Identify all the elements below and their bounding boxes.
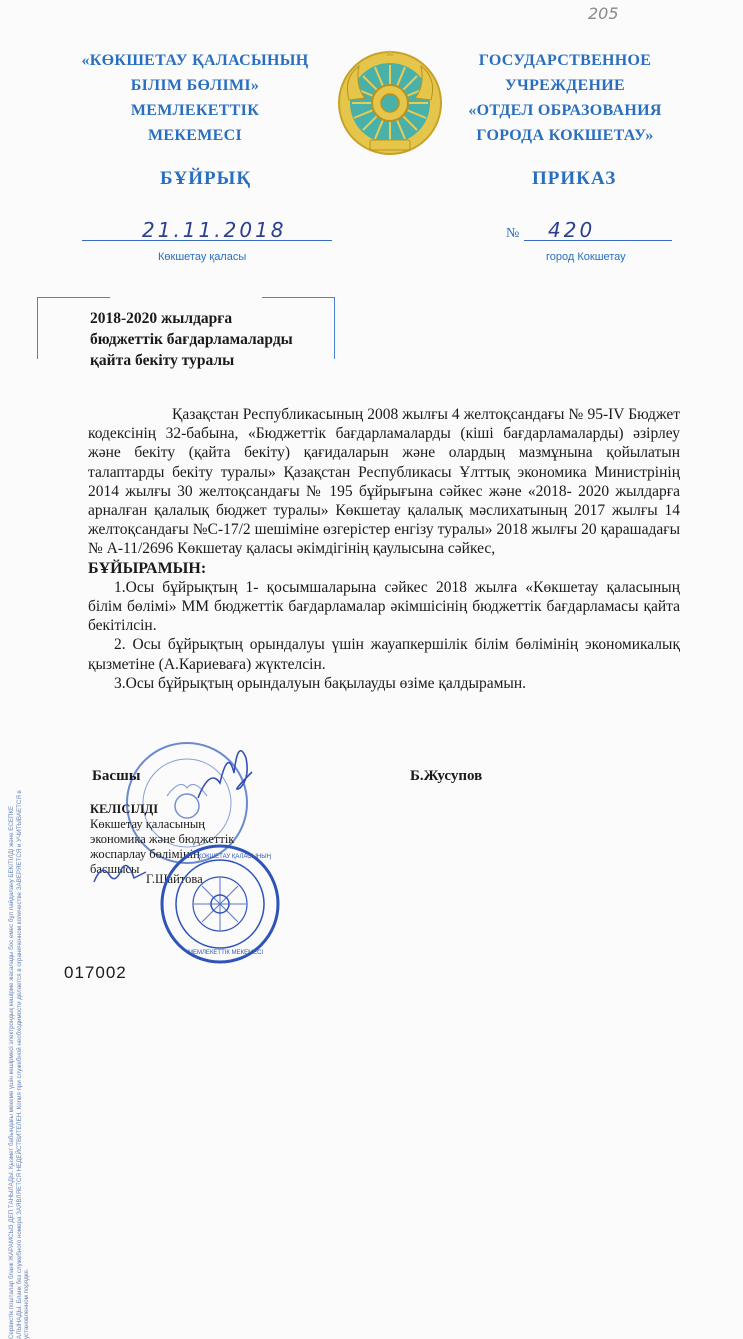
subject-bracket-right-side (334, 297, 335, 359)
signer-role: Басшы (92, 768, 141, 784)
director-signature (190, 728, 260, 808)
corner-note: 205 (588, 4, 619, 23)
signer-name: Б.Жусупов (410, 768, 483, 784)
order-body (88, 405, 680, 693)
side-legal-note: Сервистік пошталар бланк ЖАРАМСЫЗ ДЕП ТАНЫЛАДЫ. Қызмет бабындағы мекеме үшін көшірмесі электрондық көшірме жасалады бос емес бұл пайдалану БЕКІТІЛДІ және ЕСЕПКЕ АЛЫНАДЫ. Бланк без служебного номера ЗАЯВЛЯЕТСЯ НЕДЕЙСТВИТЕЛЕН. Копия при служебной необходимости делается в ограниченном количестве ЗАВЕРЯЕТСЯ и УЧИТЫВАЕТСЯ в установленном порядке. (8, 790, 31, 1339)
stamp-text: ҚОКШЕТАУ ҚАЛАСЫНЫҢ (198, 854, 271, 860)
agreed-line: басшысы (90, 862, 140, 876)
order-word: БҰЙЫРАМЫН: (88, 559, 207, 577)
preamble: Қазақстан Республикасының 2008 жылғы 4 желтоқсандағы № 95-IV Бюджет кодексінің 32-бабына, «Бюджеттік бағдарламаларды (кіші бағдарламаларды) әзірлеу және бекіту (қайта бекіту) қағидаларын және олардың мазмұнына қойылатын талаптарды бекіту туралы» Қазақстан Республикасы Ұлттық экономика Министрінің 2014 жылғы 30 желтоқсандағы № 195 бұйрығына сәйкес және «2018- 2020 жылдарға арналған қалалық бюджет туралы» Көкшетау қалалық мәслихатының 2017 жылғы 14 желтоқсандағы №С-17/2 шешіміне өзгерістер енгізу туралы» 2018 жылғы 20 қарашадағы № А-11/2696 Көкшетау қаласы әкімдігінің қаулысына сәйкес, (88, 406, 680, 558)
agreed-line: Көкшетау қаласының (90, 817, 205, 831)
header-right-ru (440, 48, 690, 148)
subject-bracket-left-top (37, 297, 110, 298)
document-serial-number: 017002 (64, 963, 127, 982)
subject-line: бюджеттік бағдарламаларды (90, 331, 293, 348)
header-left-line: МЕМЛЕКЕТТІК (130, 102, 260, 119)
header-left-line: «КӨКШЕТАУ ҚАЛАСЫНЫҢ (81, 52, 309, 69)
order-number: 420 (548, 218, 596, 242)
order-title-kz: БҰЙРЫҚ (160, 168, 252, 189)
subject-line: қайта бекіту туралы (90, 352, 235, 369)
agreed-line: экономика және бюджеттік (90, 832, 235, 846)
order-title-ru: ПРИКАЗ (532, 168, 617, 189)
agreed-signature (90, 858, 150, 888)
header-right-line: ГОРОДА КОКШЕТАУ» (476, 127, 654, 144)
header-left-line: БІЛІМ БӨЛІМІ» (130, 77, 260, 94)
number-underline (524, 240, 672, 241)
state-emblem-icon (335, 48, 445, 158)
order-subject (90, 308, 293, 371)
agreed-line: жоспарлау бөлімінің (90, 847, 200, 861)
order-item: 3.Осы бұйрықтың орындалуын бақылауды өзіме қалдырамын. (114, 674, 526, 692)
stamp-text: МЕМЛЕКЕТТІК МЕКЕМЕСІ (188, 950, 264, 956)
header-left-line: МЕКЕМЕСІ (147, 127, 242, 144)
order-date: 21.11.2018 (142, 218, 287, 242)
subject-bracket-right-top (262, 297, 334, 298)
place-ru: город Кокшетау (546, 251, 626, 263)
subject-line: 2018-2020 жылдарға (90, 310, 233, 327)
order-item: 2. Осы бұйрықтың орындалуы үшін жауапкершілік білім бөлімінің экономикалық қызметіне (А.Кариеваға) жүктелсін. (88, 636, 680, 673)
header-right-line: «ОТДЕЛ ОБРАЗОВАНИЯ (468, 102, 662, 119)
header-right-line: ГОСУДАРСТВЕННОЕ (478, 52, 652, 69)
number-sign: № (506, 226, 520, 241)
header-right-line: УЧРЕЖДЕНИЕ (505, 77, 625, 94)
agreed-name: Г.Шайтова (146, 872, 203, 886)
order-item: 1.Осы бұйрықтың 1- қосымшаларына сәйкес 2018 жылға «Көкшетау қаласының білім бөлімі» ММ бюджеттік бағдарламалар әкімшісінің бюджеттік бағдарламасы қайта бекітілсін. (88, 578, 680, 635)
place-kz: Көкшетау қаласы (158, 251, 247, 263)
date-underline (82, 240, 332, 241)
official-stamp-icon (158, 842, 282, 966)
agreed-heading: КЕЛІСІЛДІ (90, 802, 159, 816)
subject-bracket-left-side (37, 297, 38, 359)
header-left-kz (70, 48, 320, 148)
